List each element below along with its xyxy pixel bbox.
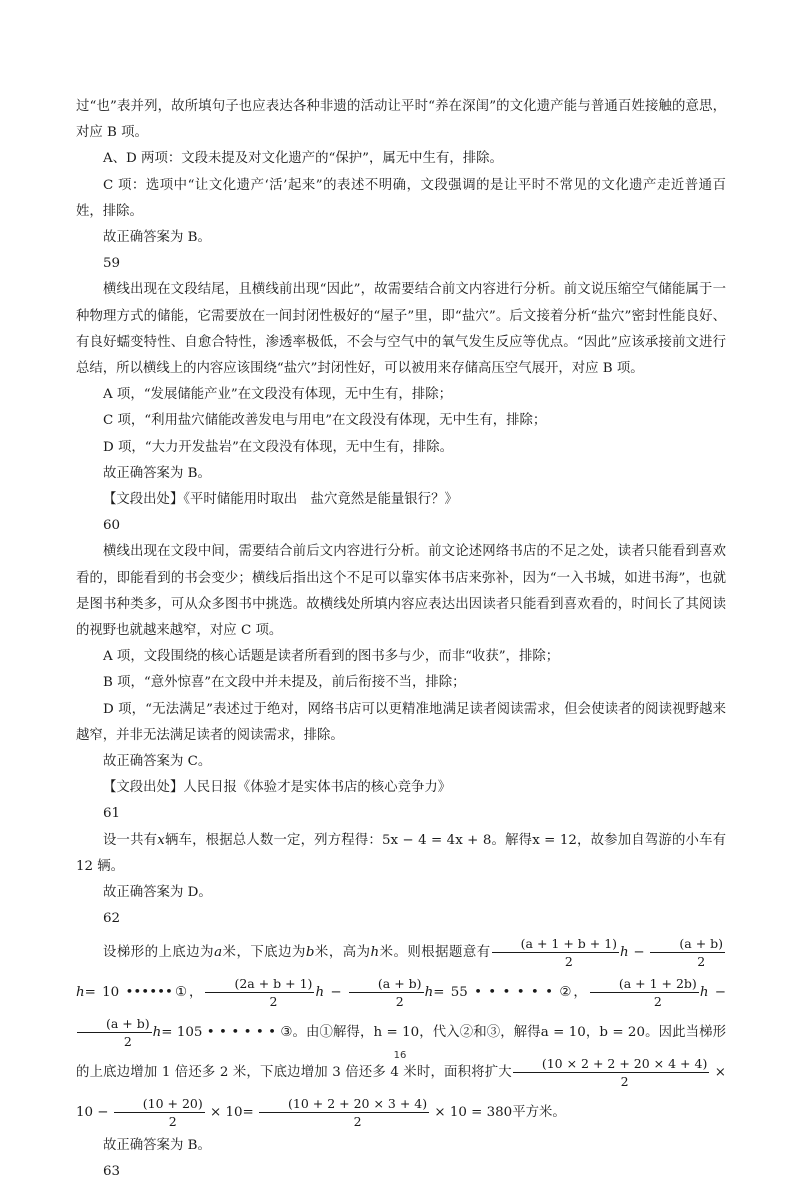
numerator: (2a + b + 1) — [205, 975, 314, 993]
math-var: x — [157, 832, 165, 848]
equation: h = 10 — [373, 1024, 420, 1040]
answer-line: 故正确答案为 B。 — [103, 465, 211, 481]
text: 设一共有 — [103, 832, 158, 848]
fraction — [492, 935, 619, 970]
equation-tail: = 10 ••••••①， — [84, 984, 205, 1000]
paragraph: C 项，“利用盐穴储能改善发电与用电”在文段没有体现，无中生有，排除； — [103, 413, 547, 429]
numerator: (a + b) — [650, 935, 725, 953]
answer-line: 故正确答案为 D。 — [103, 885, 212, 901]
equation: x = 12 — [532, 832, 577, 848]
question-number: 60 — [103, 518, 121, 534]
text: 设梯形的上底边为 — [103, 944, 215, 960]
text: 米，下底边为 — [222, 944, 306, 960]
denominator: 2 — [620, 1073, 629, 1089]
operator: × 10 − — [76, 1064, 726, 1120]
operator: − — [628, 944, 650, 960]
source-note: 【文段出处】人民日报《体验才是实体书店的核心竞争力》 — [103, 780, 452, 796]
source-note: 【文段出处】《平时储能用时取出 盐穴竟然是能量银行？》 — [103, 492, 458, 508]
paragraph: 过“也”表并列，故所填句子也应表达各种非遗的活动让平时“养在深闺”的文化遗产能与普通百姓接触的意思，对应 B 项。 — [76, 99, 726, 141]
document-body — [76, 94, 726, 1185]
numerator: (10 × 2 + 2 + 20 × 4 + 4) — [513, 1055, 709, 1073]
numerator: (a + b) — [349, 975, 424, 993]
text: 米。则根据题意有 — [379, 944, 491, 960]
denominator: 2 — [395, 993, 404, 1009]
equation: a = 10 — [540, 1024, 586, 1040]
math-var: h — [699, 984, 709, 1000]
fraction — [114, 1095, 205, 1130]
fraction — [259, 1095, 429, 1130]
text: 。因此当梯形的上底边增加 1 倍还多 2 米，下底边增加 3 倍还多 4 米时，面积将扩大 — [76, 1024, 727, 1080]
math-var: a — [214, 944, 223, 960]
paragraph: 横线出现在文段中间，需要结合前后文内容进行分析。前文论述网络书店的不足之处，读者只能看到喜欢看的，即能看到的书会变少；横线后指出这个不足可以靠实体书店来弥补，因为“一入书城，如进书海”，也就是图书种类多，可从众多图书中挑选。故横线处所填内容应表达出因读者只能看到喜欢看的，时间长了其阅读的视野也就越来越窄，对应 C 项。 — [76, 544, 726, 639]
paragraph: C 项：选项中“让文化遗产‘活’起来”的表述不明确，文段强调的是让平时不常见的文化遗产走近普通百姓，排除。 — [76, 177, 726, 219]
operator: − — [708, 984, 726, 1000]
numerator: (a + b) — [77, 1015, 152, 1033]
text: 辆车，根据总人数一定，列方程得： — [164, 832, 382, 848]
equation-tail: = 105 • • • • • • ③。由①解得， — [161, 1024, 374, 1040]
denominator: 2 — [168, 1113, 177, 1129]
paragraph: A 项，文段围绕的核心话题是读者所看到的图书多与少，而非“收获”，排除； — [103, 649, 560, 665]
math-var: h — [370, 944, 380, 960]
operator: − — [324, 984, 348, 1000]
equation: 5x − 4 = 4x + 8 — [381, 832, 492, 848]
math-var: h — [152, 1024, 162, 1040]
math-var: h — [315, 984, 325, 1000]
question-number: 61 — [103, 806, 121, 822]
page-number: 16 — [393, 1050, 407, 1061]
numerator: (10 + 20) — [114, 1095, 205, 1113]
equation-tail: = 55 • • • • • • ②， — [433, 984, 589, 1000]
denominator: 2 — [269, 993, 278, 1009]
text: ， — [585, 1024, 600, 1040]
q61-solution — [76, 828, 726, 880]
q62-solution — [76, 933, 726, 1133]
question-number: 63 — [103, 1163, 121, 1179]
denominator: 2 — [564, 953, 573, 969]
fraction — [77, 1015, 152, 1050]
question-number: 59 — [103, 256, 121, 272]
denominator: 2 — [353, 1113, 362, 1129]
fraction — [590, 975, 699, 1010]
numerator: (10 + 2 + 20 × 3 + 4) — [259, 1095, 429, 1113]
text: ，故参加自驾游的小车有 12 辆。 — [76, 832, 727, 874]
denominator: 2 — [697, 953, 706, 969]
paragraph: B 项，“意外惊喜”在文段中并未提及，前后衔接不当，排除； — [103, 675, 466, 691]
text: 。解得 — [491, 832, 533, 848]
math-var: h — [76, 984, 85, 1000]
fraction — [349, 975, 424, 1010]
paragraph: A、D 两项：文段未提及对文化遗产的“保护”，属无中生有，排除。 — [103, 151, 503, 167]
equation: b = 20 — [599, 1024, 645, 1040]
text: 平方米。 — [512, 1104, 566, 1120]
answer-line: 故正确答案为 C。 — [103, 754, 212, 770]
question-number: 62 — [103, 911, 121, 927]
text: ，代入②和③，解得 — [419, 1024, 541, 1040]
fraction — [650, 935, 725, 970]
math-var: h — [620, 944, 629, 960]
answer-line: 故正确答案为 B。 — [103, 230, 211, 246]
fraction — [205, 975, 314, 1010]
answer-line: 故正确答案为 B。 — [103, 1137, 211, 1153]
paragraph: 横线出现在文段结尾，且横线前出现“因此”，故需要结合前文内容进行分析。前文说压缩空气储能属于一种物理方式的储能，它需要放在一间封闭性极好的“屋子”里，即“盐穴”。后文接着分析“盐穴”密封性能良好、有良好蠕变特性、自愈合特性，渗透率极低，不会与空气中的氧气发生反应等优点。“因此”应该承接前文进行总结，所以横线上的内容应该围绕“盐穴”封闭性好，可以被用来存储高压空气展开，对应 B 项。 — [76, 282, 726, 377]
operator: × 10= — [205, 1104, 259, 1120]
math-var: h — [424, 984, 434, 1000]
paragraph: A 项，“发展储能产业”在文段没有体现，无中生有，排除； — [103, 387, 452, 403]
text: 米，高为 — [314, 944, 371, 960]
denominator: 2 — [653, 993, 662, 1009]
math-var: b — [305, 944, 315, 960]
paragraph: D 项，“大力开发盐岩”在文段没有体现，无中生有，排除。 — [103, 439, 454, 455]
numerator: (a + 1 + b + 1) — [492, 935, 619, 953]
equation-tail: × 10 = 380 — [430, 1104, 513, 1120]
denominator: 2 — [123, 1033, 132, 1049]
numerator: (a + 1 + 2b) — [590, 975, 699, 993]
paragraph: D 项，“无法满足”表述过于绝对，网络书店可以更精准地满足读者阅读需求，但会使读者的阅读视野越来越窄，并非无法满足读者的阅读需求，排除。 — [76, 701, 726, 743]
